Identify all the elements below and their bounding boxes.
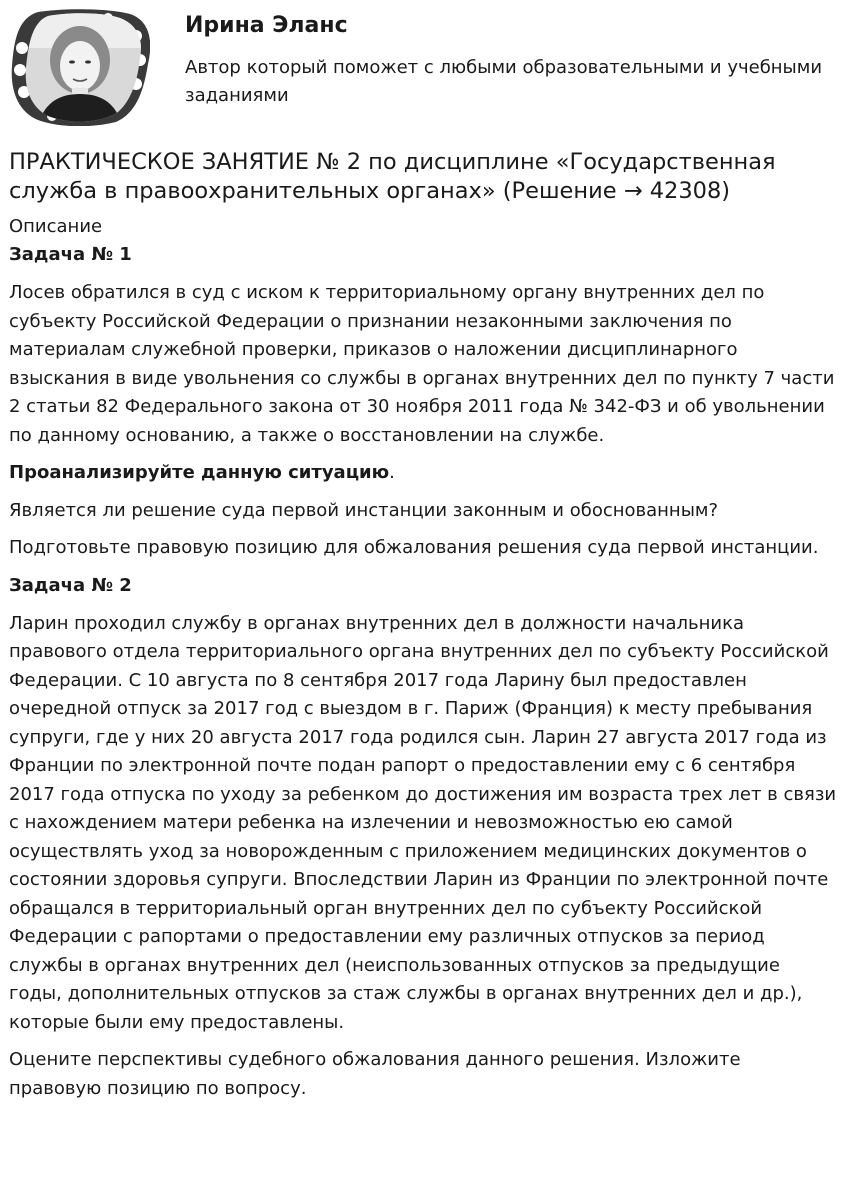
description-label: Описание [9, 216, 103, 237]
task-1-analyze-tail: . [389, 462, 395, 483]
task-1-analyze [9, 459, 837, 488]
document-body [9, 148, 837, 1112]
task-1-question: Является ли решение суда первой инстанции законным и обоснованным? [9, 499, 719, 521]
task-2-text: Ларин проходил службу в органах внутренних дел в должности начальника правового отдела территориального органа внутренних дел по субъекту Российской Федерации. С 10 августа по 8 сентября 2017 года Ларину был предоставлен очередной отпуск за 2017 год с выездом в г. Париж (Франция) к месту пребывания супруги, где у них 20 августа 2017 года родился сын. Ларин 27 августа 2017 года из Франции по электронной почте подан рапорт о предоставлении ему с 6 сентября 2017 года отпуска по уходу за ребенком до достижения им возраста трех лет в связи с нахождением матери ребенка на излечении и невозможностью ею самой осуществлять уход за новорожденным с приложением медицинских документов о состоянии здоровья супруги. Впоследствии Ларин из Франции по электронной почте обращался в территориальный орган внутренних дел по субъекту Российской Федерации с рапортами о предоставлении ему различных отпусков за период службы в органах внутренних дел (неиспользованных отпусков за предыдущие годы, дополнительных отпусков за стаж службы в органах внутренних дел и др.), которые были ему предоставлены. [9, 612, 837, 1033]
author-name: Ирина Эланс [185, 13, 348, 38]
task-2-heading: Задача № 2 [9, 574, 132, 596]
author-photo-icon [8, 8, 150, 126]
task-1-text: Лосев обратился в суд с иском к территориальному органу внутренних дел по субъекту Российской Федерации о признании незаконными заключения по материалам служебной проверки, приказов о наложении дисциплинарного взыскания в виде увольнения со службы в органах внутренних дел по пункту 7 части 2 статьи 82 Федерального закона от 30 ноября 2011 года № 342-ФЗ и об увольнении по данному основанию, а также о восстановлении на службе. [9, 282, 835, 446]
task-1-prepare: Подготовьте правовую позицию для обжалования решения суда первой инстанции. [9, 537, 819, 558]
author-header [0, 0, 847, 135]
task-2-evaluate: Оцените перспективы судебного обжалования данного решения. Изложите правовую позицию по вопросу. [9, 1049, 741, 1099]
author-description: Автор который поможет с любыми образовательными и учебными заданиями [185, 57, 823, 106]
task-1-heading: Задача № 1 [9, 244, 132, 265]
author-avatar [8, 8, 150, 126]
task-1-analyze-bold: Проанализируйте данную ситуацию [9, 462, 390, 483]
document-title: ПРАКТИЧЕСКОЕ ЗАНЯТИЕ № 2 по дисциплине «Государственная служба в правоохранительных органах» (Решение → 42308) [9, 149, 776, 204]
author-info [185, 12, 825, 110]
